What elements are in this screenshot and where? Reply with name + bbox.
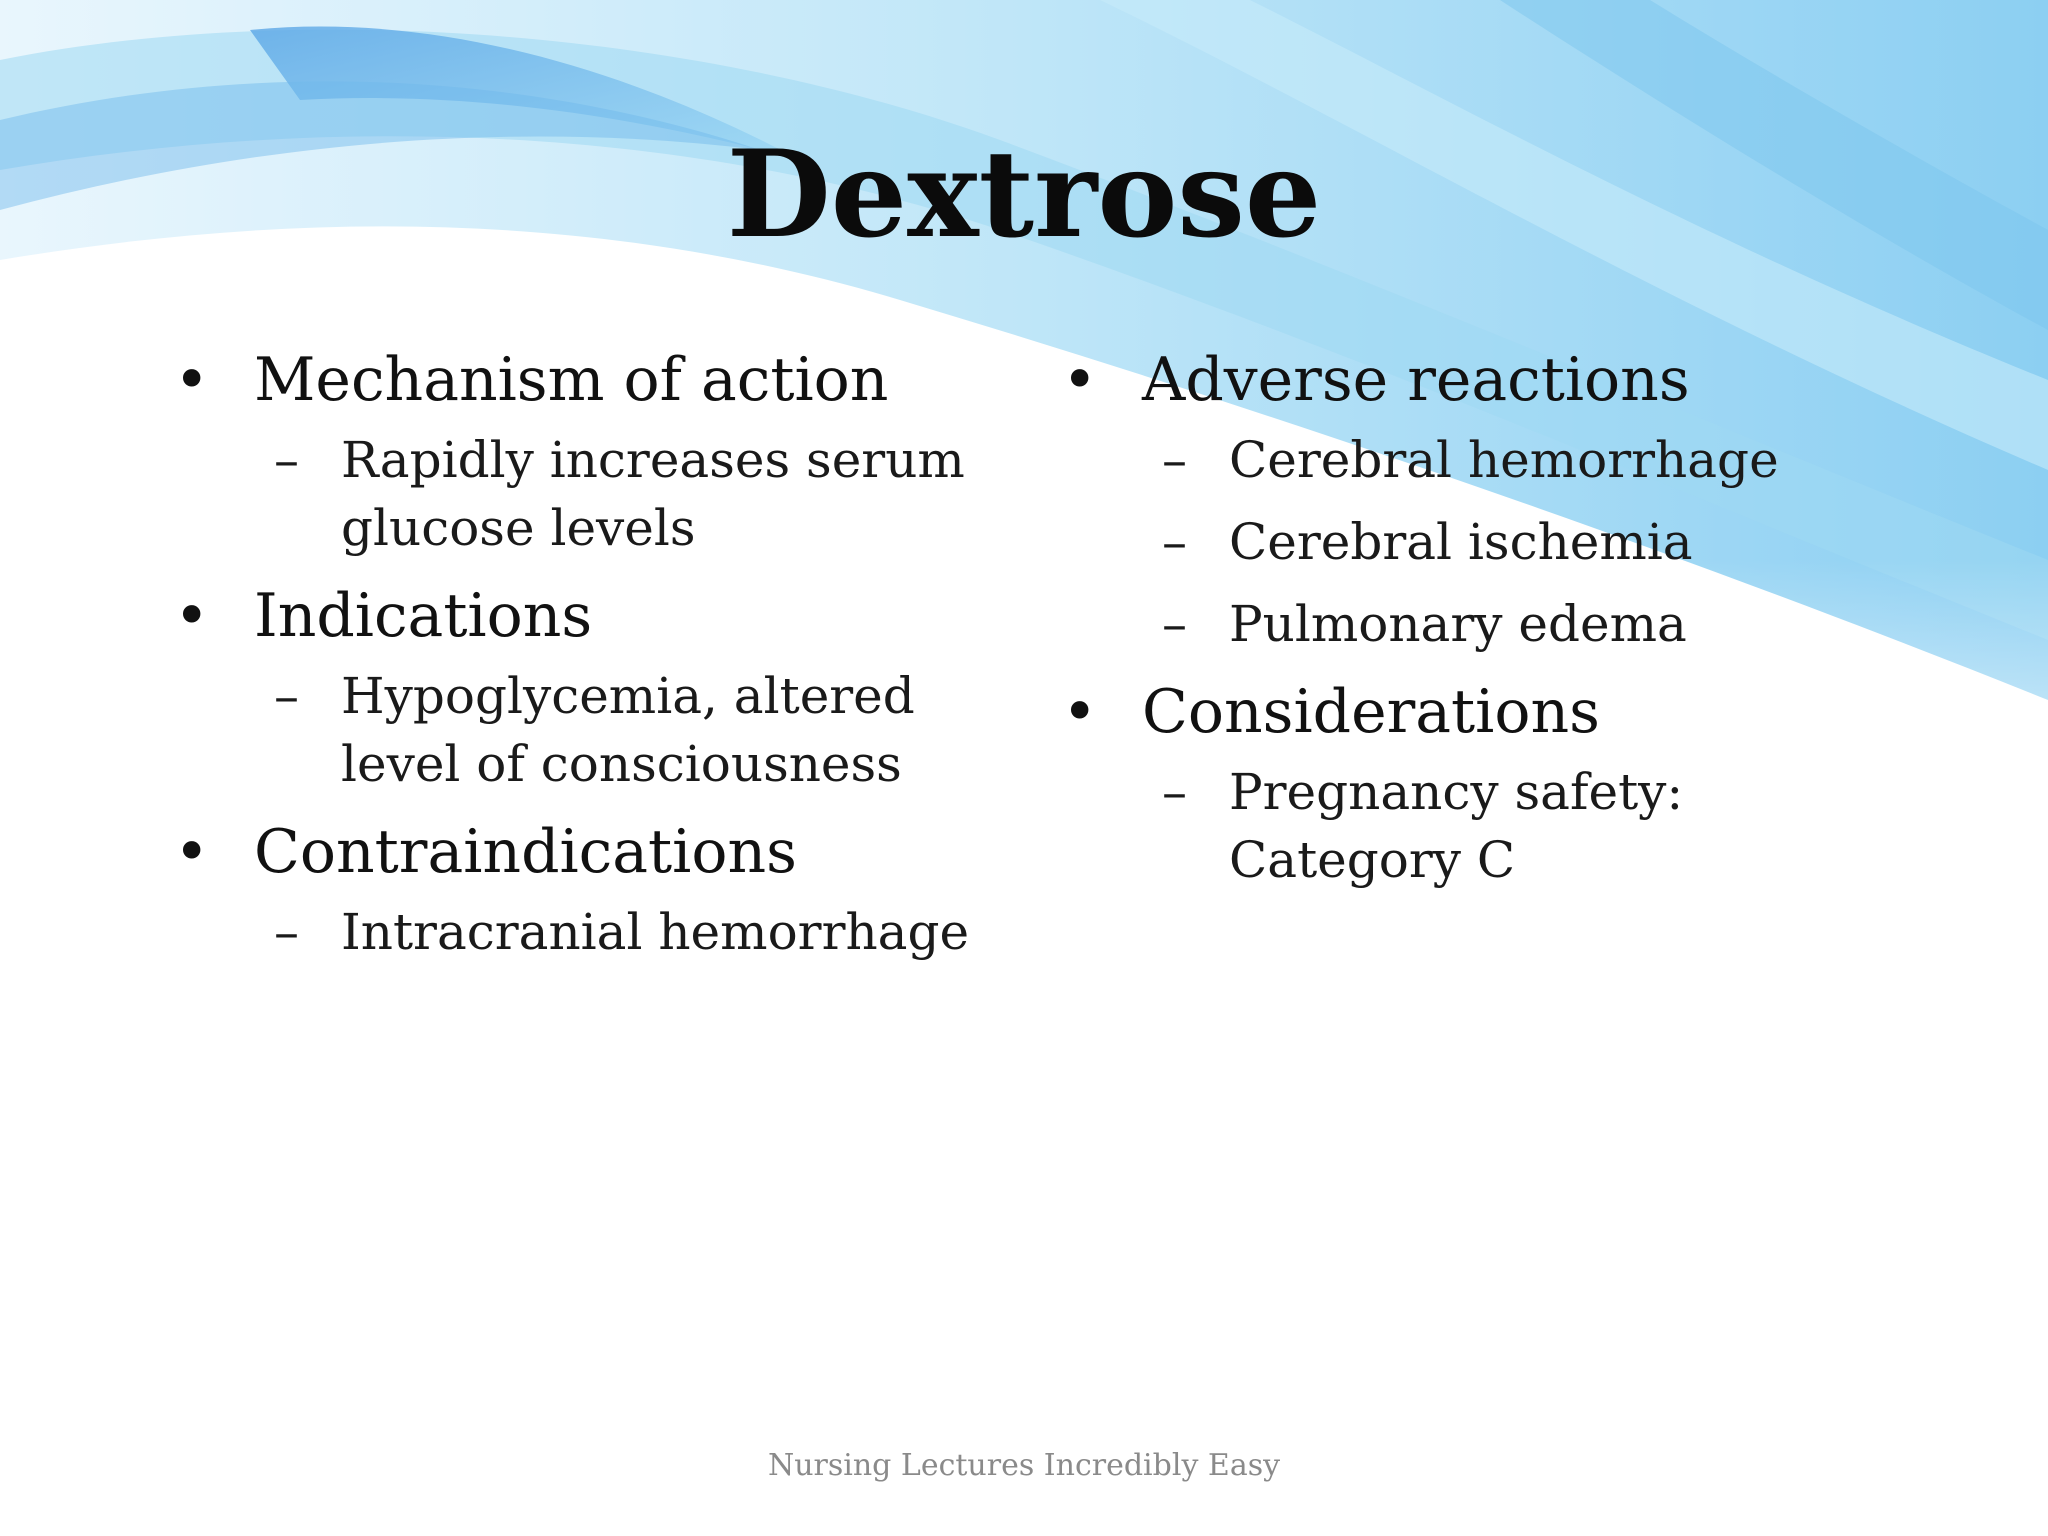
dash-icon: – (274, 667, 299, 725)
topic-contraindications (170, 812, 970, 966)
list-item (1058, 426, 1878, 494)
list-item-text: Pregnancy safety: Category C (1229, 763, 1684, 889)
left-column (170, 340, 970, 980)
bullet-icon: • (1062, 677, 1098, 747)
list-item (1058, 590, 1878, 658)
sub-list (1142, 426, 1878, 658)
list-item (170, 662, 970, 798)
bullet-icon: • (1062, 345, 1098, 415)
topic-indications (170, 576, 970, 798)
topic-heading: Mechanism of action (254, 345, 889, 415)
topic-mechanism-of-action (170, 340, 970, 562)
list-item (170, 898, 970, 966)
topic-considerations (1058, 672, 1878, 894)
bullet-icon: • (174, 581, 210, 651)
slide-footer: Nursing Lectures Incredibly Easy (767, 1448, 1281, 1483)
list-item (170, 426, 970, 562)
sub-list (254, 426, 970, 562)
bullet-icon: • (174, 345, 210, 415)
topic-adverse-reactions (1058, 340, 1878, 658)
dash-icon: – (1162, 431, 1187, 489)
topic-heading: Contraindications (254, 817, 797, 887)
list-item-text: Pulmonary edema (1229, 595, 1687, 653)
right-column (1058, 340, 1878, 908)
list-item-text: Intracranial hemorrhage (341, 903, 970, 961)
sub-list (254, 898, 970, 966)
topic-heading: Adverse reactions (1142, 345, 1690, 415)
bullet-icon: • (174, 817, 210, 887)
topic-heading: Considerations (1142, 677, 1600, 747)
dash-icon: – (274, 431, 299, 489)
list-item-text: Cerebral hemorrhage (1229, 431, 1779, 489)
list-item-text: Cerebral ischemia (1229, 513, 1693, 571)
sub-list (254, 662, 970, 798)
dash-icon: – (1162, 595, 1187, 653)
list-item-text: Hypoglycemia, altered level of consciousness (341, 667, 915, 793)
sub-list (1142, 758, 1878, 894)
list-item (1058, 758, 1878, 894)
list-item-text: Rapidly increases serum glucose levels (341, 431, 965, 557)
list-item (1058, 508, 1878, 576)
slide-title: Dextrose (726, 124, 1322, 265)
topic-heading: Indications (254, 581, 593, 651)
dash-icon: – (1162, 763, 1187, 821)
dash-icon: – (274, 903, 299, 961)
dash-icon: – (1162, 513, 1187, 571)
